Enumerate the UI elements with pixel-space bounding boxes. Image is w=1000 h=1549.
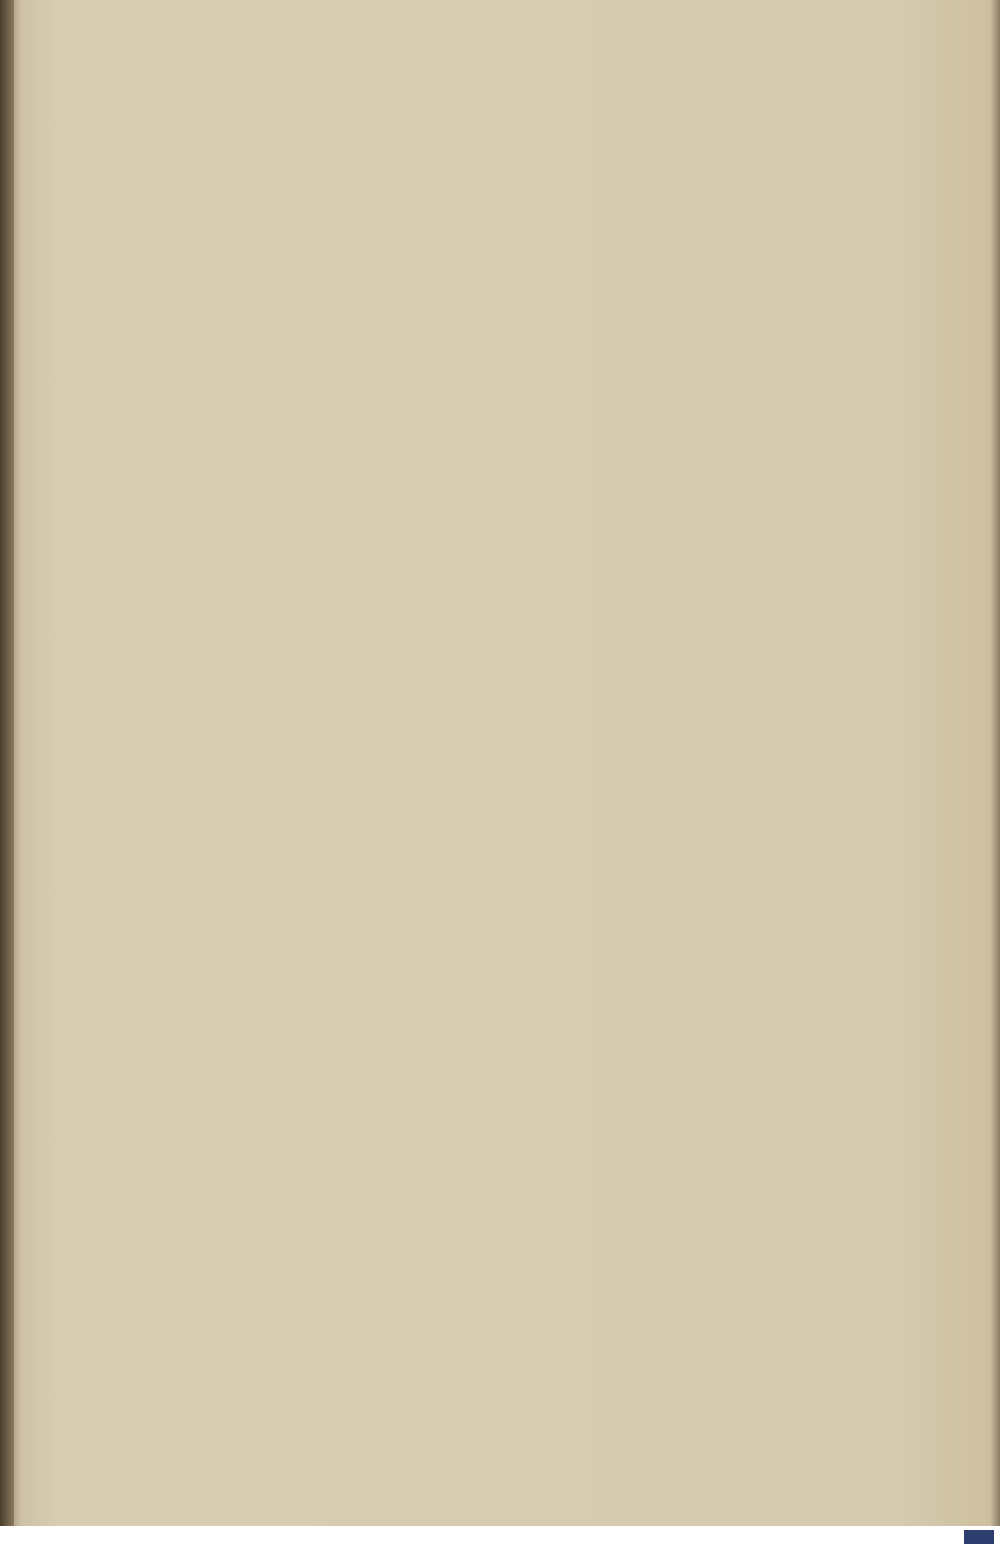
page-text [14, 54, 744, 203]
footer-bar [0, 1526, 1000, 1549]
dfg-logo [964, 1530, 994, 1544]
page-header [14, 54, 744, 104]
catchword [14, 178, 744, 203]
drop-cap-initial [14, 180, 72, 252]
book-spine [0, 0, 14, 1526]
section-heading [14, 108, 744, 148]
section-subheading [14, 148, 744, 178]
articles-paragraph [14, 178, 744, 203]
